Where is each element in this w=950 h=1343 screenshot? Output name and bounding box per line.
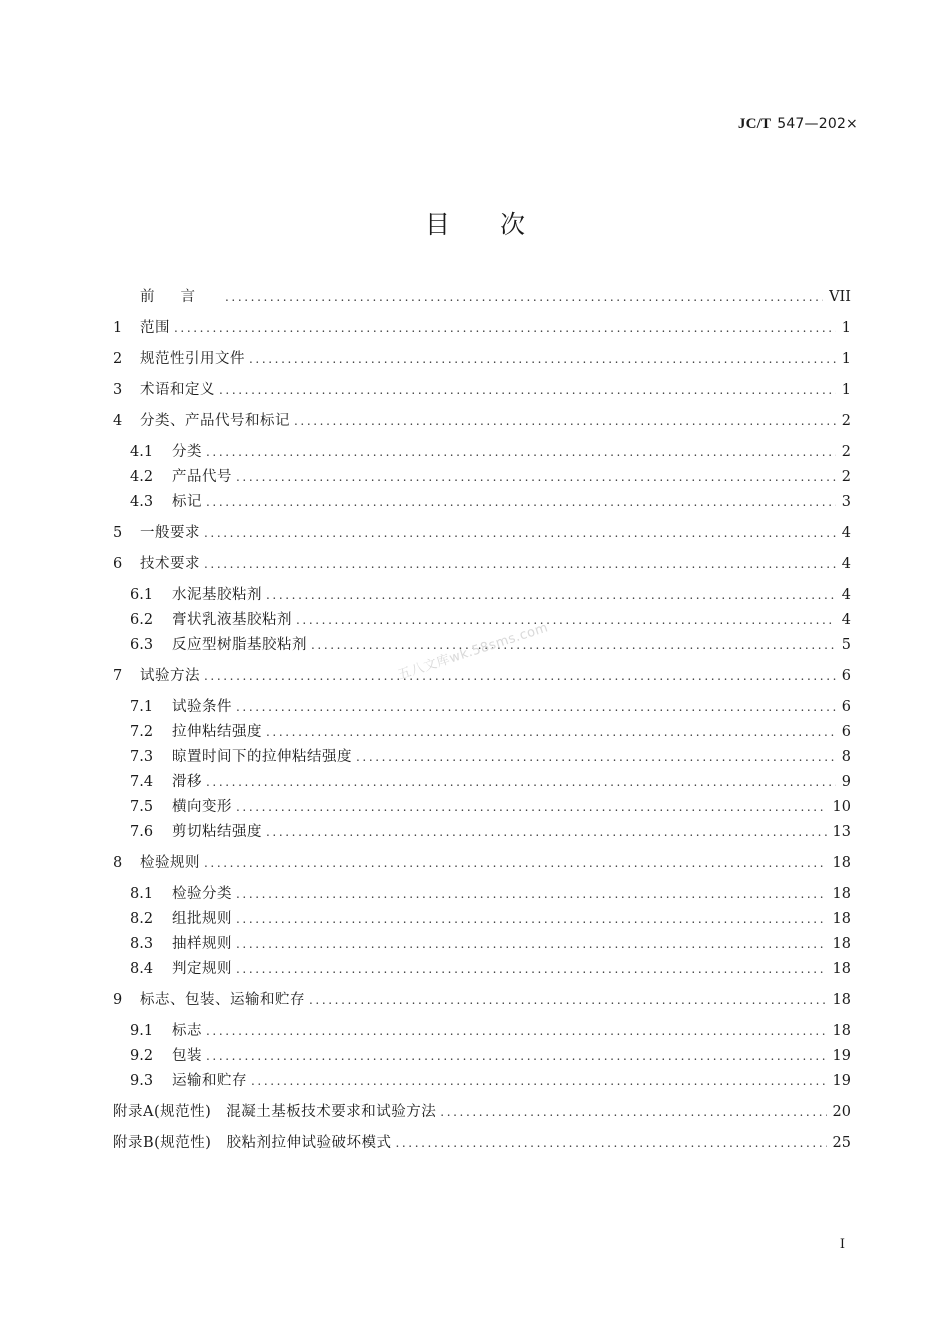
toc-entry[interactable] — [130, 466, 851, 488]
document-code-number: 547—202× — [777, 116, 858, 132]
toc-entry-number: 6.3 — [130, 637, 154, 653]
toc-entry-page: 9 — [841, 774, 851, 790]
toc-leader-dots — [204, 852, 827, 874]
toc-leader-dots — [266, 584, 836, 606]
toc-leader-dots — [204, 522, 836, 544]
toc-entry-number: 9.1 — [130, 1023, 154, 1039]
toc-entry[interactable] — [113, 1132, 851, 1154]
toc-entry-label: 抽样规则 — [172, 936, 232, 952]
toc-entry[interactable] — [130, 1020, 851, 1042]
toc-entry-number: 6.1 — [130, 587, 154, 603]
toc-entry-number: 7 — [113, 668, 123, 684]
toc-leader-dots — [296, 609, 836, 631]
toc-entry-page: 6 — [841, 668, 851, 684]
toc-entry-number: 9 — [113, 992, 123, 1008]
watermark: 五八文库wk.58sms.com — [396, 620, 551, 684]
toc-leader-dots — [219, 379, 836, 401]
toc-entry-page: 19 — [832, 1073, 851, 1089]
toc-entry-label: 横向变形 — [172, 799, 232, 815]
toc-entry-label: 标记 — [172, 494, 202, 510]
page-title: 目次 — [424, 210, 575, 239]
toc-entry-page: 18 — [832, 936, 851, 952]
toc-entry-page: 2 — [841, 444, 851, 460]
toc-entry-page: 18 — [832, 1023, 851, 1039]
toc-entry[interactable] — [130, 821, 851, 843]
toc-entry[interactable] — [130, 746, 851, 768]
toc-entry[interactable] — [113, 989, 851, 1011]
page-number: I — [839, 1237, 845, 1252]
toc-leader-dots — [236, 933, 827, 955]
toc-entry[interactable] — [130, 441, 851, 463]
toc-entry-number: 8 — [113, 855, 123, 871]
toc-entry-page: 6 — [841, 724, 851, 740]
toc-entry-label: 运输和贮存 — [172, 1073, 247, 1089]
toc-entry-label: 一般要求 — [140, 525, 200, 541]
toc-entry[interactable] — [130, 1045, 851, 1067]
toc-entry-label: 规范性引用文件 — [140, 351, 245, 367]
toc-entry-number: 9.3 — [130, 1073, 154, 1089]
toc-entry-number: 4.2 — [130, 469, 154, 485]
toc-leader-dots — [236, 466, 836, 488]
toc-entry-label: 晾置时间下的拉伸粘结强度 — [172, 749, 352, 765]
toc-leader-dots — [236, 696, 836, 718]
toc-entry[interactable] — [113, 410, 851, 432]
toc-entry[interactable] — [130, 491, 851, 513]
toc-leader-dots — [356, 746, 836, 768]
toc-entry-number: 5 — [113, 525, 123, 541]
toc-leader-dots — [225, 286, 823, 308]
toc-entry-page: 8 — [841, 749, 851, 765]
toc-entry-number: 7.5 — [130, 799, 154, 815]
toc-leader-dots — [236, 796, 827, 818]
toc-entry-page: 18 — [832, 855, 851, 871]
toc-entry[interactable] — [130, 609, 851, 631]
toc-entry-number: 2 — [113, 351, 123, 367]
toc-entry-number: 8.3 — [130, 936, 154, 952]
toc-entry-number: 8.4 — [130, 961, 154, 977]
toc-leader-dots — [206, 491, 836, 513]
toc-entry-page: 18 — [832, 992, 851, 1008]
toc-leader-dots — [395, 1132, 826, 1154]
toc-entry-page: 20 — [832, 1104, 851, 1120]
toc-entry-label: 标志 — [172, 1023, 202, 1039]
toc-entry[interactable] — [113, 317, 851, 339]
toc-entry[interactable] — [113, 553, 851, 575]
toc-entry-label: 拉伸粘结强度 — [172, 724, 262, 740]
toc-entry-label: 组批规则 — [172, 911, 232, 927]
toc-entry-number: 7.2 — [130, 724, 154, 740]
toc-entry-page: 18 — [832, 911, 851, 927]
toc-entry-page: 19 — [832, 1048, 851, 1064]
toc-entry-page: 4 — [841, 612, 851, 628]
toc-leader-dots — [236, 908, 827, 930]
toc-entry[interactable] — [130, 696, 851, 718]
toc-entry[interactable] — [113, 348, 851, 370]
toc-leader-dots — [249, 348, 836, 370]
toc-entry-number: 6.2 — [130, 612, 154, 628]
toc-leader-dots — [204, 553, 836, 575]
toc-entry-number: 4 — [113, 413, 123, 429]
toc-leader-dots — [206, 1045, 827, 1067]
toc-entry[interactable] — [130, 584, 851, 606]
toc-entry-number: 3 — [113, 382, 123, 398]
toc-leader-dots — [266, 821, 827, 843]
toc-entry[interactable] — [113, 852, 851, 874]
toc-leader-dots — [236, 883, 827, 905]
toc-entry[interactable] — [130, 771, 851, 793]
toc-leader-dots — [311, 634, 836, 656]
toc-entry-page: 4 — [841, 556, 851, 572]
toc-entry-label: 术语和定义 — [140, 382, 215, 398]
toc-entry-page: 4 — [841, 587, 851, 603]
toc-entry-label: 分类、产品代号和标记 — [140, 413, 290, 429]
toc-leader-dots — [266, 721, 836, 743]
toc-entry-page: 4 — [841, 525, 851, 541]
toc-leader-dots — [206, 771, 836, 793]
toc-leader-dots — [440, 1101, 826, 1123]
toc-entry-page: 3 — [841, 494, 851, 510]
toc-leader-dots — [236, 958, 827, 980]
toc-entry-page: 18 — [832, 961, 851, 977]
toc-entry-page: VII — [829, 289, 851, 305]
toc-entry-page: 1 — [841, 382, 851, 398]
toc-entry-number: 8.2 — [130, 911, 154, 927]
toc-entry-label: 滑移 — [172, 774, 202, 790]
toc-entry-label: 膏状乳液基胶粘剂 — [172, 612, 292, 628]
toc-entry-label: 前言 — [140, 289, 221, 305]
toc-entry[interactable] — [113, 379, 851, 401]
toc-entry-page: 5 — [841, 637, 851, 653]
toc-entry-page: 1 — [841, 351, 851, 367]
toc-entry[interactable] — [130, 908, 851, 930]
toc-entry-page: 2 — [841, 413, 851, 429]
toc-entry[interactable] — [113, 286, 851, 308]
toc-entry-page: 2 — [841, 469, 851, 485]
toc-entry-label: 包装 — [172, 1048, 202, 1064]
document-code — [738, 114, 858, 133]
toc-entry-label: 技术要求 — [140, 556, 200, 572]
toc-entry-label: 试验方法 — [140, 668, 200, 684]
toc-entry[interactable] — [130, 958, 851, 980]
toc-entry-label: 反应型树脂基胶粘剂 — [172, 637, 307, 653]
toc-entry[interactable] — [130, 796, 851, 818]
toc-entry-number: 7.4 — [130, 774, 154, 790]
toc-entry-page: 25 — [832, 1135, 851, 1151]
toc-entry-label: 判定规则 — [172, 961, 232, 977]
toc-entry-label: 范围 — [140, 320, 170, 336]
toc-entry-label: 附录B(规范性) 胶粘剂拉伸试验破坏模式 — [113, 1135, 392, 1151]
toc-entry-page: 18 — [832, 886, 851, 902]
toc-entry-label: 产品代号 — [172, 469, 232, 485]
toc-entry-number: 4.3 — [130, 494, 154, 510]
toc-entry-label: 试验条件 — [172, 699, 232, 715]
toc-leader-dots — [204, 665, 836, 687]
toc-leader-dots — [309, 989, 827, 1011]
toc-entry-label: 水泥基胶粘剂 — [172, 587, 262, 603]
toc-entry-number: 7.3 — [130, 749, 154, 765]
toc-leader-dots — [206, 441, 836, 463]
toc-entry-number: 7.1 — [130, 699, 154, 715]
toc-entry-label: 检验规则 — [140, 855, 200, 871]
toc-entry[interactable] — [113, 1101, 851, 1123]
document-code-prefix: JC/T — [737, 116, 772, 132]
toc-entry-number: 6 — [113, 556, 123, 572]
toc-entry[interactable] — [130, 1070, 851, 1092]
toc-entry-page: 10 — [832, 799, 851, 815]
toc-entry-label: 分类 — [172, 444, 202, 460]
toc-entry-label: 检验分类 — [172, 886, 232, 902]
toc-entry[interactable] — [113, 665, 851, 687]
toc-entry-number: 4.1 — [130, 444, 154, 460]
toc-leader-dots — [251, 1070, 827, 1092]
toc-entry-number: 9.2 — [130, 1048, 154, 1064]
toc-entry-page: 6 — [841, 699, 851, 715]
toc-entry[interactable] — [130, 933, 851, 955]
toc-entry-page: 13 — [832, 824, 851, 840]
toc-entry-label: 附录A(规范性) 混凝土基板技术要求和试验方法 — [113, 1104, 437, 1120]
toc-entry[interactable] — [113, 522, 851, 544]
toc-entry[interactable] — [130, 883, 851, 905]
toc-entry-page: 1 — [841, 320, 851, 336]
toc-entry-label: 标志、包装、运输和贮存 — [140, 992, 305, 1008]
toc-entry-number: 8.1 — [130, 886, 154, 902]
toc-entry-label: 剪切粘结强度 — [172, 824, 262, 840]
toc-entry[interactable] — [130, 721, 851, 743]
toc-leader-dots — [294, 410, 836, 432]
toc-leader-dots — [174, 317, 836, 339]
toc-entry-number: 1 — [113, 320, 123, 336]
toc-entry-number: 7.6 — [130, 824, 154, 840]
toc-leader-dots — [206, 1020, 827, 1042]
